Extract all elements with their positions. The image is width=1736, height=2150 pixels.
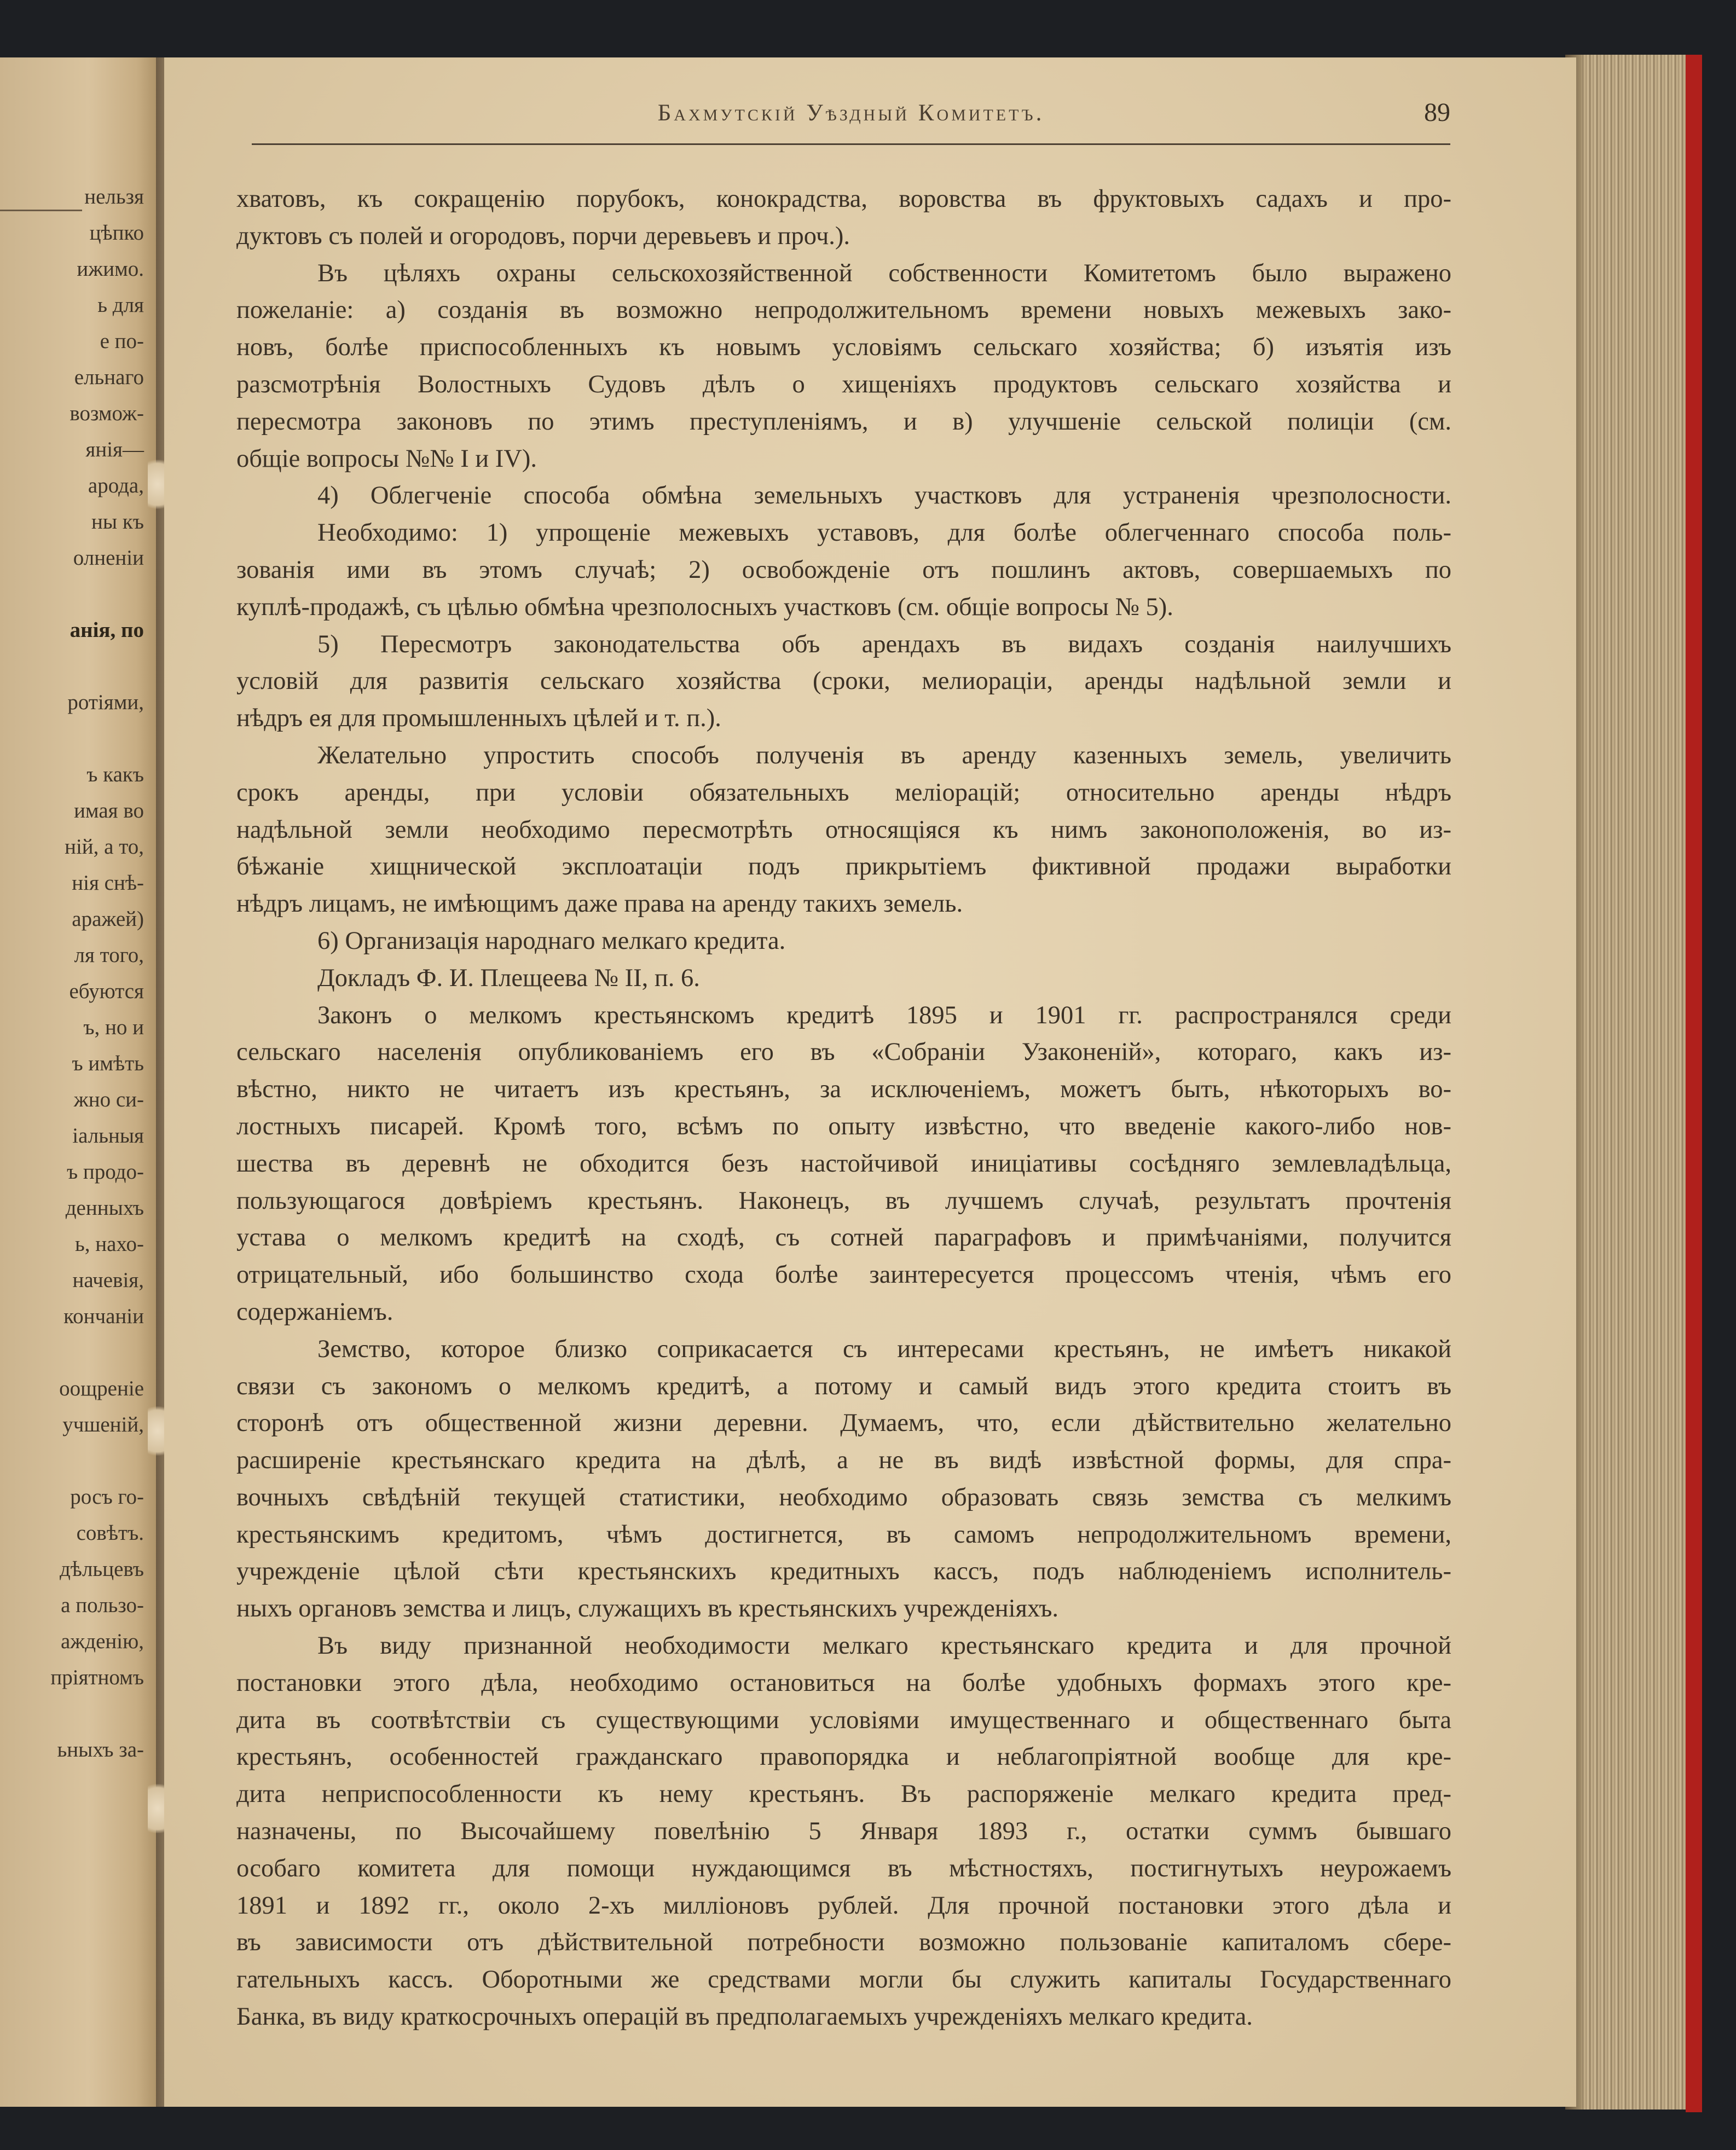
previous-page-line: цѣпко [89,221,144,245]
text-line: хватовъ, къ сокращенію порубокъ, конокрадства, воровства въ фруктовыхъ садахъ и про- [236,185,1451,213]
text-line: срокъ аренды, при условіи обязательныхъ меліорацій; относительно аренды нѣдръ [236,778,1451,807]
text-line: шества въ деревнѣ не обходится безъ настойчивой иниціативы сосѣдняго землевладѣльца, [236,1149,1451,1178]
text-line: Докладъ Ф. И. Плещеева № II, п. 6. [317,964,700,992]
previous-page-line: ъ продо- [67,1160,144,1184]
text-line: 4) Облегченіе способа обмѣна земельныхъ участковъ для устраненія чрезполосности. [317,482,1451,510]
previous-page-line: олненіи [73,546,144,570]
previous-page-line: е по- [100,329,144,353]
previous-page-line: денныхъ [65,1196,144,1220]
text-line: вѣстно, никто не читаетъ изъ крестьянъ, за исключеніемъ, можетъ быть, нѣкоторыхъ во- [236,1075,1451,1104]
text-line: новъ, болѣе приспособленныхъ къ новымъ условіямъ сельскаго хозяйства; б) изъятія изъ [236,333,1451,362]
text-line: постановки этого дѣла, необходимо остановиться на болѣе удобныхъ формахъ этого кре- [236,1668,1451,1697]
page-body [236,181,1451,2036]
previous-page-line: имая во [74,799,144,822]
text-line: надѣльной земли необходимо пересмотрѣть относящіяся къ нимъ законоположенія, во из- [236,815,1451,844]
previous-page-line: ны къ [91,510,144,534]
previous-page-line: кончаніи [63,1305,144,1328]
previous-page-line: возмож- [70,402,144,425]
text-line: Желательно упростить способъ полученія въ аренду казенныхъ земель, увеличить [317,741,1451,769]
previous-page-line: жно си- [73,1088,144,1111]
previous-page-line: ъ, но и [83,1016,144,1039]
previous-page-line: начевія, [72,1268,144,1292]
text-line: нѣдръ лицамъ, не имѣющимъ даже права на аренду такихъ земель. [236,890,963,918]
previous-page-line: анія, по [70,618,144,642]
text-line: вочныхъ свѣдѣній текущей статистики, необходимо образовать связь земства съ мелкимъ [236,1483,1451,1511]
text-line: дита въ соотвѣтствіи съ существующими условіями имущественнаго и общественнаго быта [236,1706,1451,1734]
previous-page-line: дѣльцевъ [59,1557,144,1581]
text-line: Въ виду признанной необходимости мелкаго крестьянскаго кредита и для прочной [317,1632,1451,1660]
previous-page-line: янія— [85,438,144,461]
previous-page-line: ебуются [69,980,144,1003]
previous-page-line: пріятномъ [50,1666,144,1689]
previous-page-line: ижимо. [77,257,144,281]
previous-page-rule [0,210,82,211]
previous-page-line: аражей) [72,907,144,931]
text-line: пересмотра законовъ по этимъ преступленіямъ, и в) улучшеніе сельской полиціи (см. [236,407,1451,436]
previous-page-line: нельзя [84,185,144,208]
text-line: устава о мелкомъ кредитѣ на сходѣ, съ сотней параграфовъ и примѣчаніями, получится [236,1224,1451,1252]
text-line: Земство, которое близко соприкасается съ интересами крестьянъ, не имѣетъ никакой [317,1335,1451,1363]
text-line: въ зависимости отъ дѣйствительной потребности возможно пользованіе капиталомъ сбере- [236,1928,1451,1957]
previous-page-line: ь для [97,293,144,317]
text-line: дуктовъ съ полей и огородовъ, порчи деревьевъ и проч.). [236,222,850,250]
page-number: 89 [1424,98,1450,127]
previous-page-line: ажденію, [60,1630,144,1653]
text-line: разсмотрѣнія Волостныхъ Судовъ дѣлъ о хищеніяхъ продуктовъ сельскаго хозяйства и [236,370,1451,398]
text-line: назначены, по Высочайшему повелѣнію 5 Января 1893 г., остатки суммъ бывшаго [236,1817,1451,1846]
book-cover-edge [1686,55,1702,2112]
previous-page-line: іальныя [72,1124,144,1148]
text-line: Необходимо: 1) упрощеніе межевыхъ уставовъ, для болѣе облегченнаго способа поль- [317,519,1451,547]
text-line: крестьянъ, особенностей гражданскаго правопорядка и неблагопріятной вообще для кре- [236,1743,1451,1771]
text-line: общіе вопросы №№ I и IV). [236,444,537,473]
text-line: 6) Организація народнаго мелкаго кредита. [317,926,786,955]
text-line: особаго комитета для помощи нуждающимся въ мѣстностяхъ, постигнутыхъ неурожаемъ [236,1854,1451,1882]
text-line: пользующагося довѣріемъ крестьянъ. Наконецъ, въ лучшемъ случаѣ, результатъ прочтенія [236,1186,1451,1215]
previous-page [0,57,161,2107]
previous-page-line: учшеній, [62,1413,144,1436]
previous-page-line: оощреніе [59,1377,144,1400]
text-line: Банка, въ виду краткосрочныхъ операцій въ предполагаемыхъ учрежденіяхъ мелкаго кредита. [236,2003,1253,2031]
text-line: сторонѣ отъ общественной жизни деревни. Думаемъ, что, если дѣйствительно желательно [236,1409,1451,1438]
running-head: Бахмутскій Уѣздный Комитетъ. [657,100,1045,126]
text-line: дита неприспособленности къ нему крестьянъ. Въ распоряженіе мелкаго кредита пред- [236,1780,1451,1809]
previous-page-line: ротіями, [67,691,144,714]
text-line: нѣдръ ея для промышленныхъ цѣлей и т. п.). [236,704,721,733]
text-line: связи съ закономъ о мелкомъ кредитѣ, а потому и самый видъ этого кредита стоитъ въ [236,1372,1451,1400]
text-line: гательныхъ кассъ. Оборотными же средствами могли бы служить капиталы Государственнаго [236,1966,1451,1994]
text-line: 5) Пересмотръ законодательства объ арендахъ въ видахъ созданія наилучшихъ [317,630,1451,658]
text-line: зованія ими въ этомъ случаѣ; 2) освобожденіе отъ пошлинъ актовъ, совершаемыхъ по [236,555,1451,584]
text-line: сельскаго населенія опубликованіемъ его въ «Собраніи Узаконеній», котораго, какъ из- [236,1038,1451,1067]
previous-page-line: ьныхъ за- [57,1738,144,1761]
text-line: расширеніе крестьянскаго кредита на дѣлѣ, а не въ видѣ извѣстной формы, для спра- [236,1446,1451,1475]
text-line: крестьянскимъ кредитомъ, чѣмъ достигнется, въ самомъ непродолжительномъ времени, [236,1520,1451,1549]
page-edges [1565,55,1697,2110]
previous-page-line: нія снѣ- [72,871,144,895]
page-header [252,100,1450,149]
text-line: отрицательный, ибо большинство схода болѣе заинтересуется процессомъ чтенія, чѣмъ его [236,1261,1451,1289]
text-line: Въ цѣляхъ охраны сельскохозяйственной собственности Комитетомъ было выражено [317,259,1451,287]
text-line: условій для развитія сельскаго хозяйства (сроки, мелиораціи, аренды надѣльной земли и [236,667,1451,696]
previous-page-line: ля того, [74,943,144,967]
previous-page-line: арода, [88,474,144,497]
text-line: куплѣ-продажѣ, съ цѣлью обмѣна чрезполосныхъ участковъ (см. общіе вопросы № 5). [236,593,1173,621]
previous-page-line: ній, а то, [65,835,144,859]
previous-page-line: росъ го- [70,1485,144,1509]
previous-page-line: ельнаго [74,366,144,389]
previous-page-line: ъ какъ [86,763,144,786]
previous-page-line: ъ имѣть [72,1052,144,1075]
text-line: ныхъ органовъ земства и лицъ, служащихъ въ крестьянскихъ учрежденіяхъ. [236,1595,1059,1623]
previous-page-line: а пользо- [61,1593,144,1617]
header-rule [252,143,1450,145]
text-line: Законъ о мелкомъ крестьянскомъ кредитѣ 1895 и 1901 гг. распространялся среди [317,1001,1451,1029]
previous-page-line: совѣтъ. [76,1521,144,1545]
previous-page-line: ь, нахо- [75,1232,144,1256]
text-line: учрежденіе цѣлой сѣти крестьянскихъ кредитныхъ кассъ, подъ наблюденіемъ исполнитель- [236,1557,1451,1586]
text-line: лостныхъ писарей. Кромѣ того, всѣмъ по опыту извѣстно, что введеніе какого-либо нов- [236,1112,1451,1140]
text-line: бѣжаніе хищнической эксплоатаціи подъ прикрытіемъ фиктивной продажи выработки [236,853,1451,881]
text-line: 1891 и 1892 гг., около 2-хъ милліоновъ рублей. Для прочной постановки этого дѣла и [236,1891,1451,1920]
text-line: содержаніемъ. [236,1297,394,1326]
text-line: пожеланіе: а) созданія въ возможно непродолжительномъ времени новыхъ межевыхъ зако- [236,296,1451,324]
